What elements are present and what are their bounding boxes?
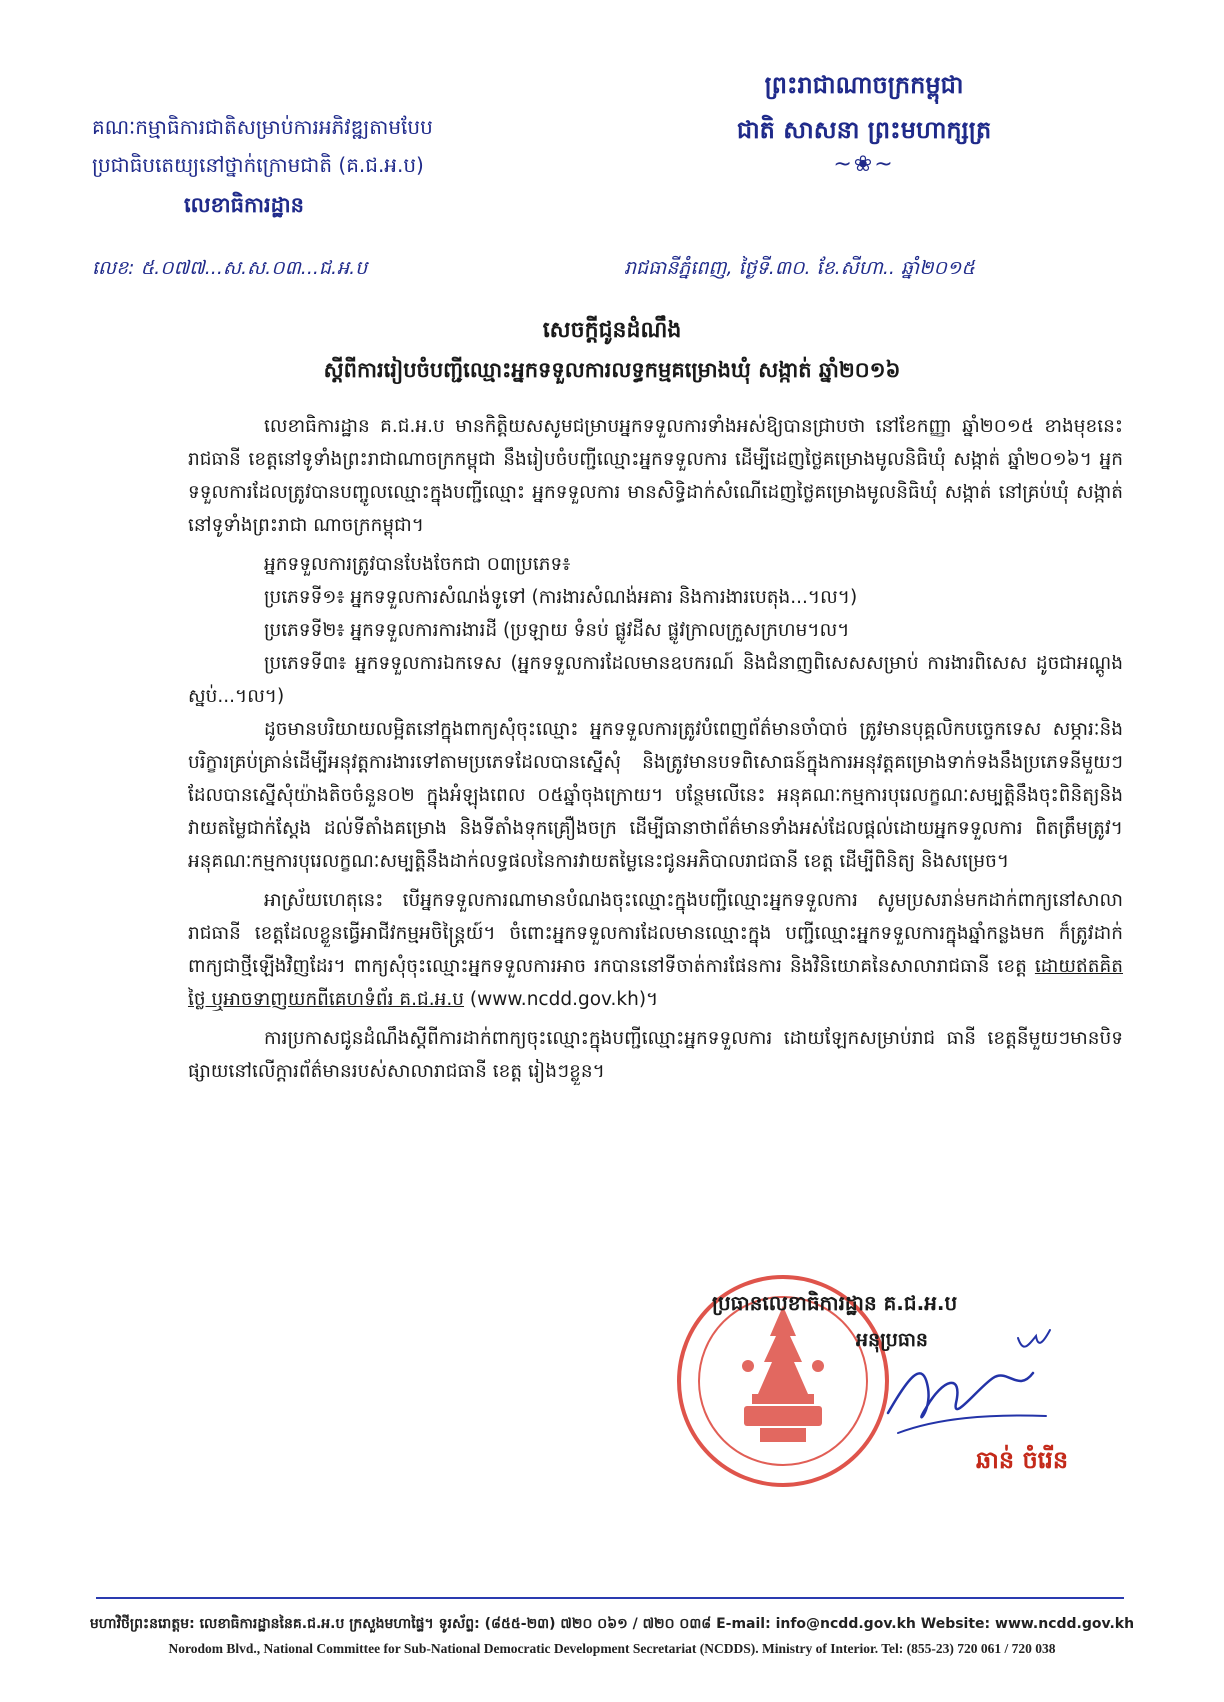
document-subtitle: ស្តីពីការរៀបចំបញ្ជីឈ្មោះអ្នកទទួលការលទ្ធកម្មគម្រោងឃុំ សង្កាត់ ឆ្នាំ២០១៦ [323, 358, 901, 382]
national-motto: ជាតិ សាសនា ព្រះមហាក្សត្រ [736, 116, 992, 144]
footer-address-khmer: មហាវិថីព្រះនរោត្តម: លេខាធិការដ្ឋាននៃគ.ជ.អ.ប ក្រសួងមហាផ្ទៃ។ ទូរស័ព្ទ: (៨៥៥-២៣) ៧២០ ០៦១ / ៧២០ ០៣៨ E-mail: info@ncdd.gov.kh Website: www.ncdd.gov.kh [89, 1616, 1135, 1632]
date-line: រាជធានីភ្នំពេញ, ថ្ងៃទី.៣០. ខែ.សីហា.. ឆ្នាំ២០១៥ [624, 257, 975, 279]
footer-address-english: Norodom Blvd., National Committee for Sub-National Democratic Development Secretariat (NCDDS). Ministry of Interior. Tel: (855-23) 720 061 / 720 038 [168, 1641, 1056, 1656]
secretariat-label: លេខាធិការដ្ឋាន [184, 193, 304, 217]
signatory-deputy-label: អនុប្រធាន [856, 1329, 928, 1351]
ornament-icon: ~❀~ [833, 152, 895, 177]
paragraph-1: លេខាធិការដ្ឋាន គ.ជ.អ.ប មានកិត្តិយសសូមជម្រាបអ្នកទទួលការទាំងអស់ឱ្យបានជ្រាបថា នៅខែកញ្ញា ឆ្នាំ២០១៥ ខាងមុខនេះ រាជធានី ខេត្តនៅទូទាំងព្រះរាជាណាចក្រកម្ពុជា នឹងរៀបចំបញ្ជីឈ្មោះអ្នកទទួលការ ដើម្បីដេញថ្លៃគម្រោងមូលនិធិឃុំ សង្កាត់ ឆ្នាំ២០១៦។ អ្នកទទួលការដែលត្រូវបានបញ្ចូលឈ្មោះក្នុងបញ្ជីឈ្មោះ អ្នកទទួលការ មានសិទ្ធិដាក់សំណើដេញថ្លៃគម្រោងមូលនិធិឃុំ សង្កាត់ នៅគ្រប់ឃុំ សង្កាត់នៅទូទាំងព្រះរាជា ណាចក្រកម្ពុជា។ [188, 416, 1123, 536]
signatory-name: ឆាន់ ចំរើន [976, 1446, 1069, 1474]
kingdom-name: ព្រះរាជាណាចក្រកម្ពុជា [764, 71, 964, 99]
paragraph-4: ការប្រកាសជូនដំណឹងស្តីពីការដាក់ពាក្យចុះឈ្មោះក្នុងបញ្ជីឈ្មោះអ្នកទទួលការ ដោយឡែកសម្រាប់រាជ ធានី ខេត្តនីមួយៗមានបិទផ្សាយនៅលើក្តារព័ត៌មានរបស់សាលារាជធានី ខេត្ត រៀងៗខ្លួន។ [188, 1028, 1123, 1082]
category-3: ប្រភេទទី៣៖ អ្នកទទួលការឯកទេស (អ្នកទទួលការដែលមានឧបករណ៍ និងជំនាញពិសេសសម្រាប់ ការងារពិសេស ដូចជាអណ្តូងស្នប់...។ល។) [188, 653, 1123, 707]
website-url[interactable]: (www.ncdd.gov.kh)។ [464, 989, 659, 1010]
document-title: សេចក្តីជូនដំណឹង [542, 318, 682, 343]
category-1: ប្រភេទទី១៖ អ្នកទទួលការសំណង់ទូទៅ (ការងារសំណង់អគារ និងការងារបេតុង...។ល។) [264, 587, 858, 608]
document-body [188, 410, 1123, 1094]
committee-name-line2: ប្រជាធិបតេយ្យនៅថ្នាក់ក្រោមជាតិ (គ.ជ.អ.ប) [92, 153, 424, 177]
category-2: ប្រភេទទី២៖ អ្នកទទួលការការងារដី (ប្រឡាយ ទំនប់ ផ្លូវដីស ផ្លូវក្រាលក្រួសក្រហម។ល។ [264, 620, 850, 641]
download-link[interactable]: ដោយឥតគិតថ្លៃ ឬអាចទាញយកពីគេហទំព័រ គ.ជ.អ.ប [188, 956, 1123, 1010]
issuer-block [92, 114, 592, 223]
reference-number: លេខ: ៥.០៧៧...ស.ស.០៣...ជ.អ.ប [92, 257, 368, 279]
signatory-title: ប្រធានលេខាធិការដ្ឋាន គ.ជ.អ.ប [712, 1291, 958, 1315]
paragraph-3-text: អាស្រ័យហេតុនេះ បើអ្នកទទួលការណាមានបំណងចុះឈ្មោះក្នុងបញ្ជីឈ្មោះអ្នកទទួលការ សូមប្រសរាន់មកដាក់ពាក្យនៅសាលារាជធានី ខេត្តដែលខ្លួនធ្វើអាជីវកម្មអចិន្ត្រៃយ៍។ ចំពោះអ្នកទទួលការដែលមានឈ្មោះក្នុង បញ្ជីឈ្មោះអ្នកទទួលការក្នុងឆ្នាំកន្លងមក ក៏ត្រូវដាក់ពាក្យជាថ្មីឡើងវិញដែរ។ ពាក្យសុំចុះឈ្មោះអ្នកទទួលការអាច រកបាននៅទីចាត់ការផែនការ និងវិនិយោគនៃសាលារាជធានី ខេត្ត [188, 890, 1123, 977]
paragraph-2: ដូចមានបរិយាយលម្អិតនៅក្នុងពាក្យសុំចុះឈ្មោះ អ្នកទទួលការត្រូវបំពេញព័ត៌មានចាំបាច់ ត្រូវមានបុគ្គលិកបច្ចេកទេស សម្ភារៈនិងបរិក្ខារគ្រប់គ្រាន់ដើម្បីអនុវត្តការងារទៅតាមប្រភេទដែលបានស្នើសុំ និងត្រូវមានបទពិសោធន៍ក្នុងការអនុវត្តគម្រោងទាក់ទងនឹងប្រភេទនីមួយៗ ដែលបានស្នើសុំយ៉ាងតិចចំនួន០២ ក្នុងអំឡុងពេល ០៥ឆ្នាំចុងក្រោយ។ បន្ថែមលើនេះ អនុគណៈកម្មការបុរេលក្ខណៈសម្បត្តិនឹងចុះពិនិត្យនិងវាយតម្លៃជាក់ស្តែង ដល់ទីតាំងគម្រោង និងទីតាំងទុកគ្រឿងចក្រ ដើម្បីធានាថាព័ត៌មានទាំងអស់ដែលផ្តល់ដោយអ្នកទទួលការ ពិតត្រឹមត្រូវ។ អនុគណៈកម្មការបុរេលក្ខណៈសម្បត្តិនឹងដាក់លទ្ធផលនៃការវាយតម្លៃនេះជូនអភិបាលរាជធានី ខេត្ត ដើម្បីពិនិត្យ និងសម្រេច។ [188, 719, 1123, 872]
paragraph-3 [188, 884, 1123, 1016]
committee-name-line1: គណៈកម្មាធិការជាតិសម្រាប់ការអភិវឌ្ឍតាមបែប [92, 115, 433, 139]
categories-intro: អ្នកទទួលការត្រូវបានបែងចែកជា ០៣ប្រភេទ៖ [264, 554, 571, 575]
kingdom-motto-block [694, 70, 1034, 177]
footer-divider [96, 1597, 1124, 1599]
